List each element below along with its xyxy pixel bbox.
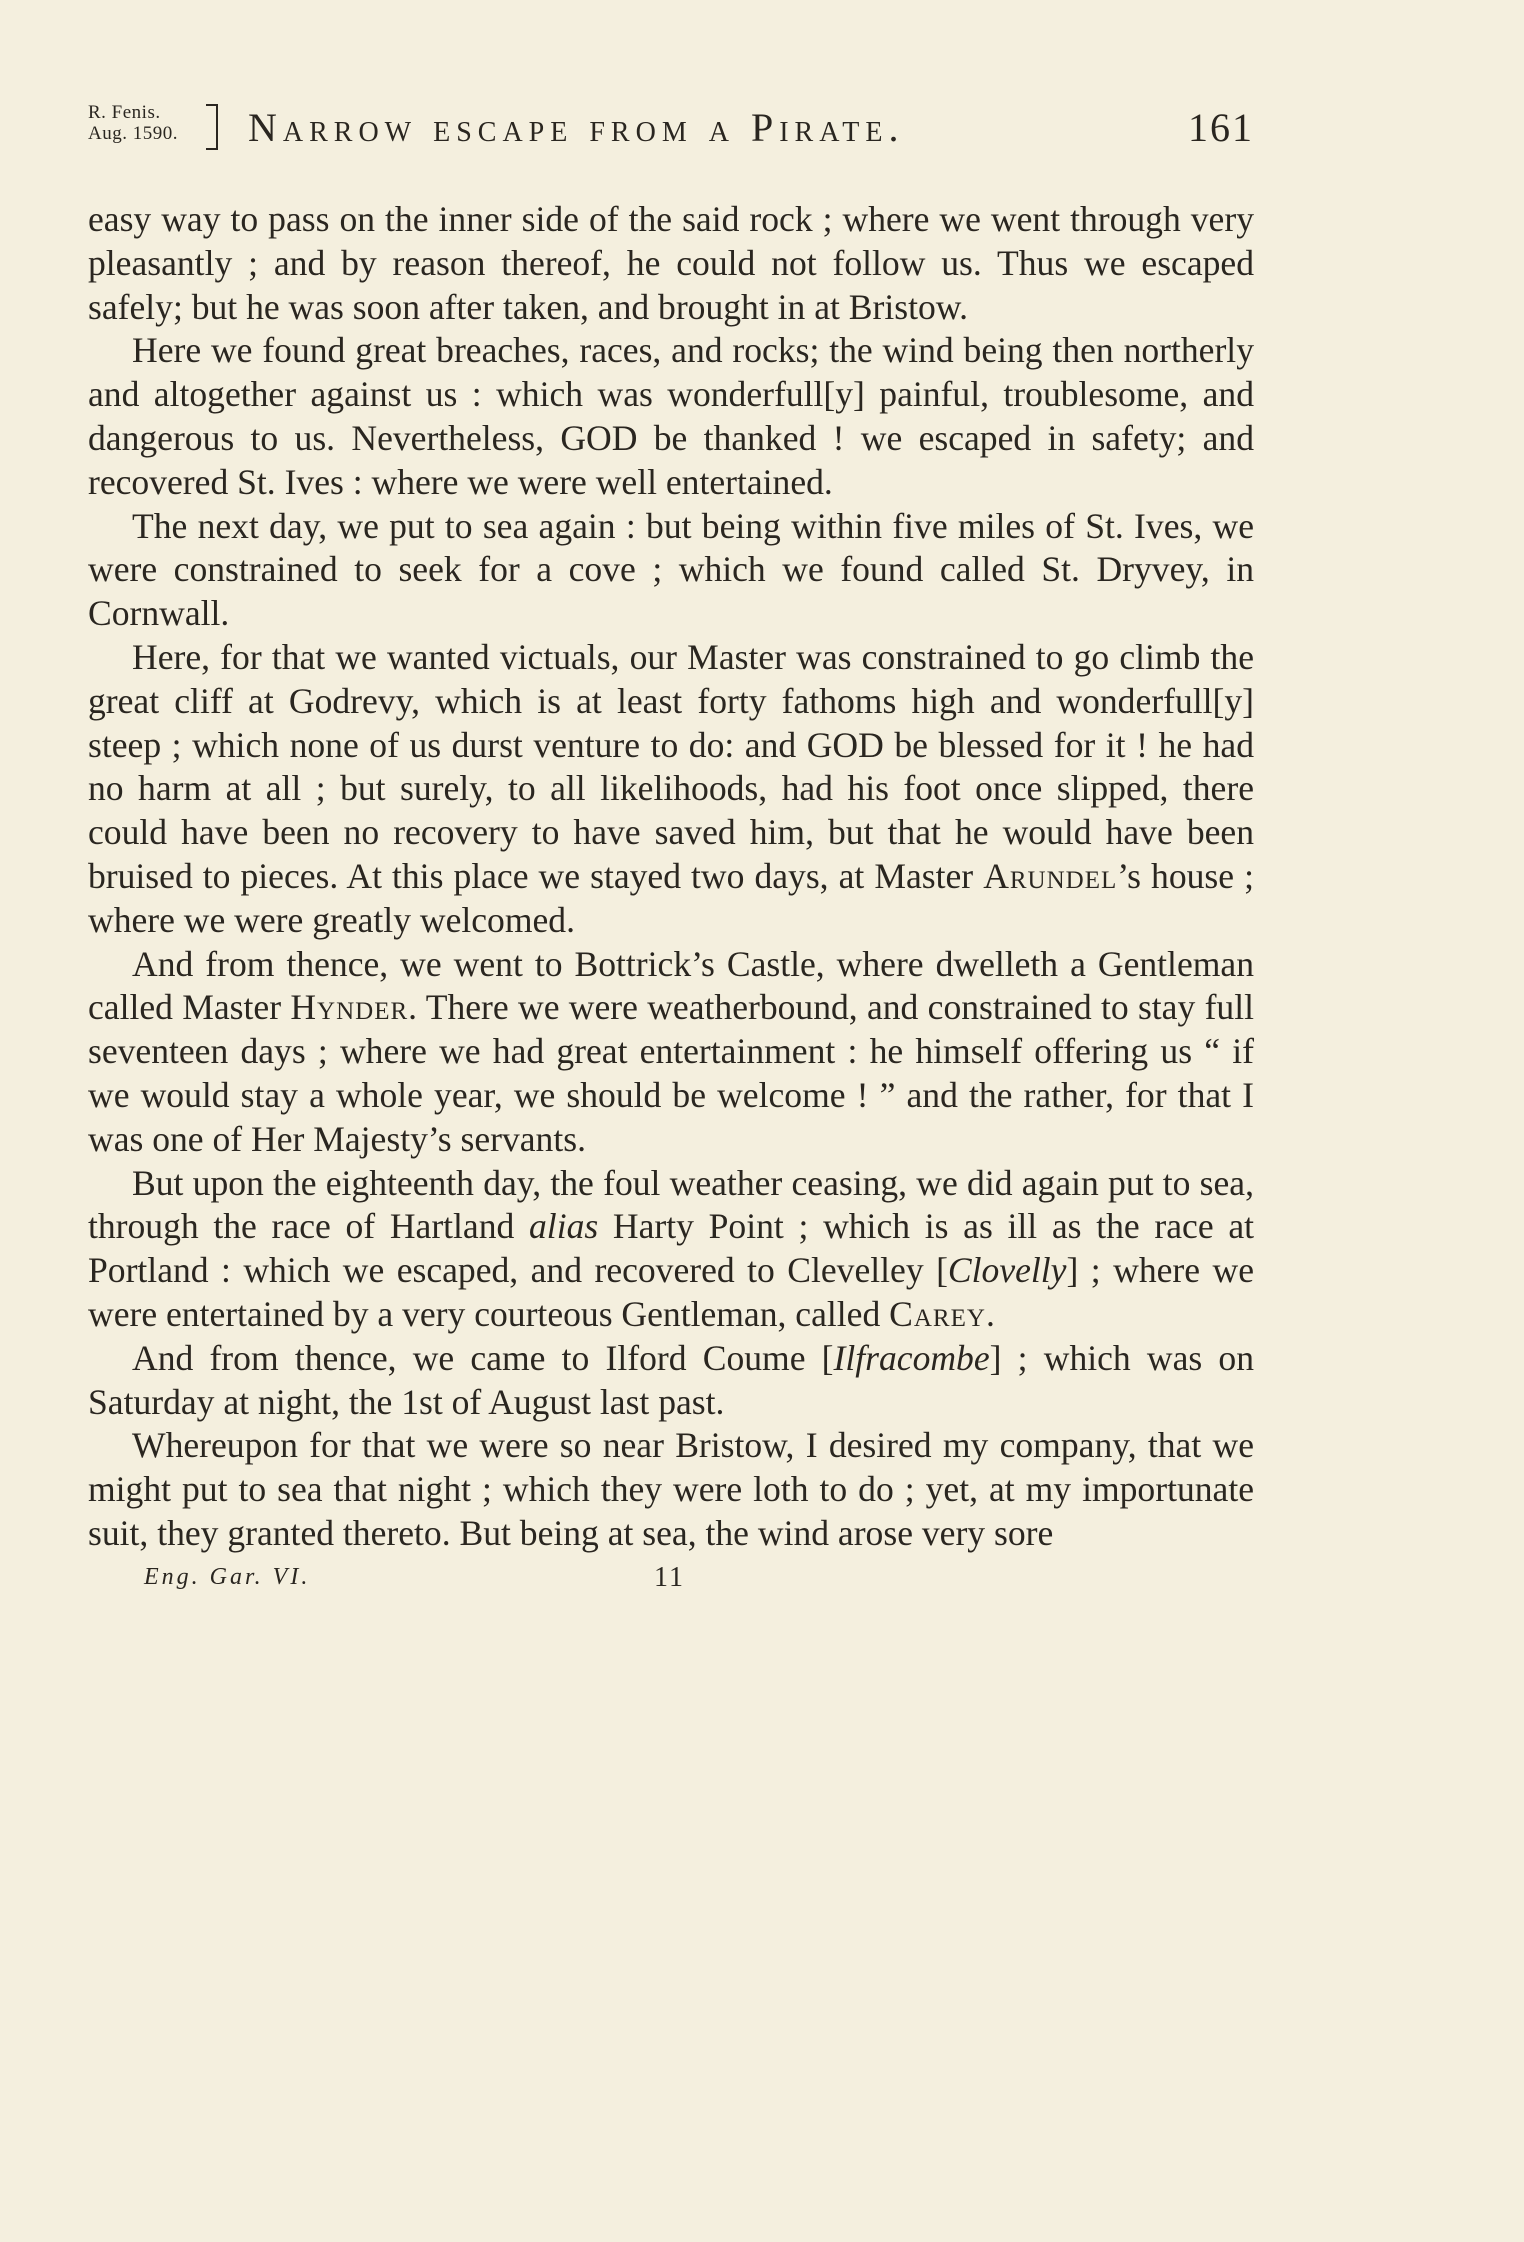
person-name: Carey: [889, 1293, 986, 1334]
paragraph-text: And from thence, we came to Ilford Coume [: [132, 1337, 834, 1378]
person-name: Hynder: [290, 987, 409, 1028]
printer-signature-line: [88, 1558, 1254, 1598]
running-title: Narrow escape from a Pirate.: [248, 105, 905, 150]
book-page: [88, 96, 1254, 1598]
paragraph: [88, 1337, 1254, 1425]
paragraph-text: And from thence, we went to Bottrick’s Castle, where dwelleth a Gentleman called Master: [88, 943, 1254, 1028]
paragraph-text: ] ; where we were entertained by a very courteous Gentleman, called: [88, 1250, 1254, 1334]
marginal-bracket: [206, 104, 218, 150]
italic-term: Clovelly: [947, 1250, 1067, 1291]
marginal-author: R. Fenis.: [88, 102, 161, 123]
paragraph: [88, 636, 1254, 943]
page-header: [88, 96, 1254, 176]
paragraph-text: ’s house ; where we were greatly welcomed.: [88, 855, 1254, 940]
paragraph: Here we found great breaches, races, and rocks; the wind being then northerly and altogether against us : which was wonderfull[y] painful, troublesome, and dangerous to us. Nevertheless, GOD be thanked ! we escaped in safety; and recovered St. Ives : where we were well entertained.: [88, 330, 1254, 502]
paragraph: [88, 1162, 1254, 1337]
paragraph-text: Here, for that we wanted victuals, our Master was constrained to go climb the great cliff at Godrevy, which is at least forty fathoms high and wonderfull[y] steep ; which none of us durst venture to do: and GOD be blessed for it ! he had no harm at all ; but surely, to all likelihoods, had his foot once slipped, there could have been no recovery to have saved him, but that he would have been bruised to pieces. At this place we stayed two days, at Master: [88, 636, 1254, 896]
paragraph-text: Harty Point ; which is as ill as the race at Portland : which we escaped, and recovered to Clevelley [: [88, 1206, 1254, 1291]
paragraph: Whereupon for that we were so near Bristow, I desired my company, that we might put to sea that night ; which they were loth to do ; yet, at my importunate suit, they granted thereto. But being at sea, the wind arose very sore: [88, 1425, 1254, 1553]
paragraph: [88, 943, 1254, 1162]
signature-mark: 11: [654, 1561, 685, 1593]
paragraph-text: .: [985, 1293, 995, 1334]
body-text: [88, 198, 1254, 1556]
page-number: 161: [1188, 105, 1254, 150]
paragraph: The next day, we put to sea again : but being within five miles of St. Ives, we were constrained to seek for a cove ; which we found called St. Dryvey, in Cornwall.: [88, 505, 1254, 634]
printer-signature: Eng. Gar. VI.: [144, 1563, 311, 1590]
person-name: Arundel: [983, 855, 1118, 896]
paragraph-text: But upon the eighteenth day, the foul weather ceasing, we did again put to sea, through the race of Hartland: [88, 1162, 1254, 1247]
italic-term: alias: [529, 1206, 599, 1247]
marginal-note: [88, 102, 178, 144]
italic-term: Ilfracombe: [833, 1337, 990, 1378]
paragraph-text: ] ; which was on Saturday at night, the 1st of August last past.: [88, 1337, 1254, 1422]
marginal-date: Aug. 1590.: [88, 123, 178, 144]
paragraph-text: . There we were weatherbound, and constrained to stay full seventeen days ; where we had great entertainment : he himself offering us “ if we would stay a whole year, we should be welcome ! ” and the rather, for that I was one of Her Majesty’s servants.: [88, 987, 1254, 1159]
paragraph: easy way to pass on the inner side of the said rock ; where we went through very pleasantly ; and by reason thereof, he could not follow us. Thus we escaped safely; but he was soon after taken, and brought in at Bristow.: [88, 199, 1254, 327]
